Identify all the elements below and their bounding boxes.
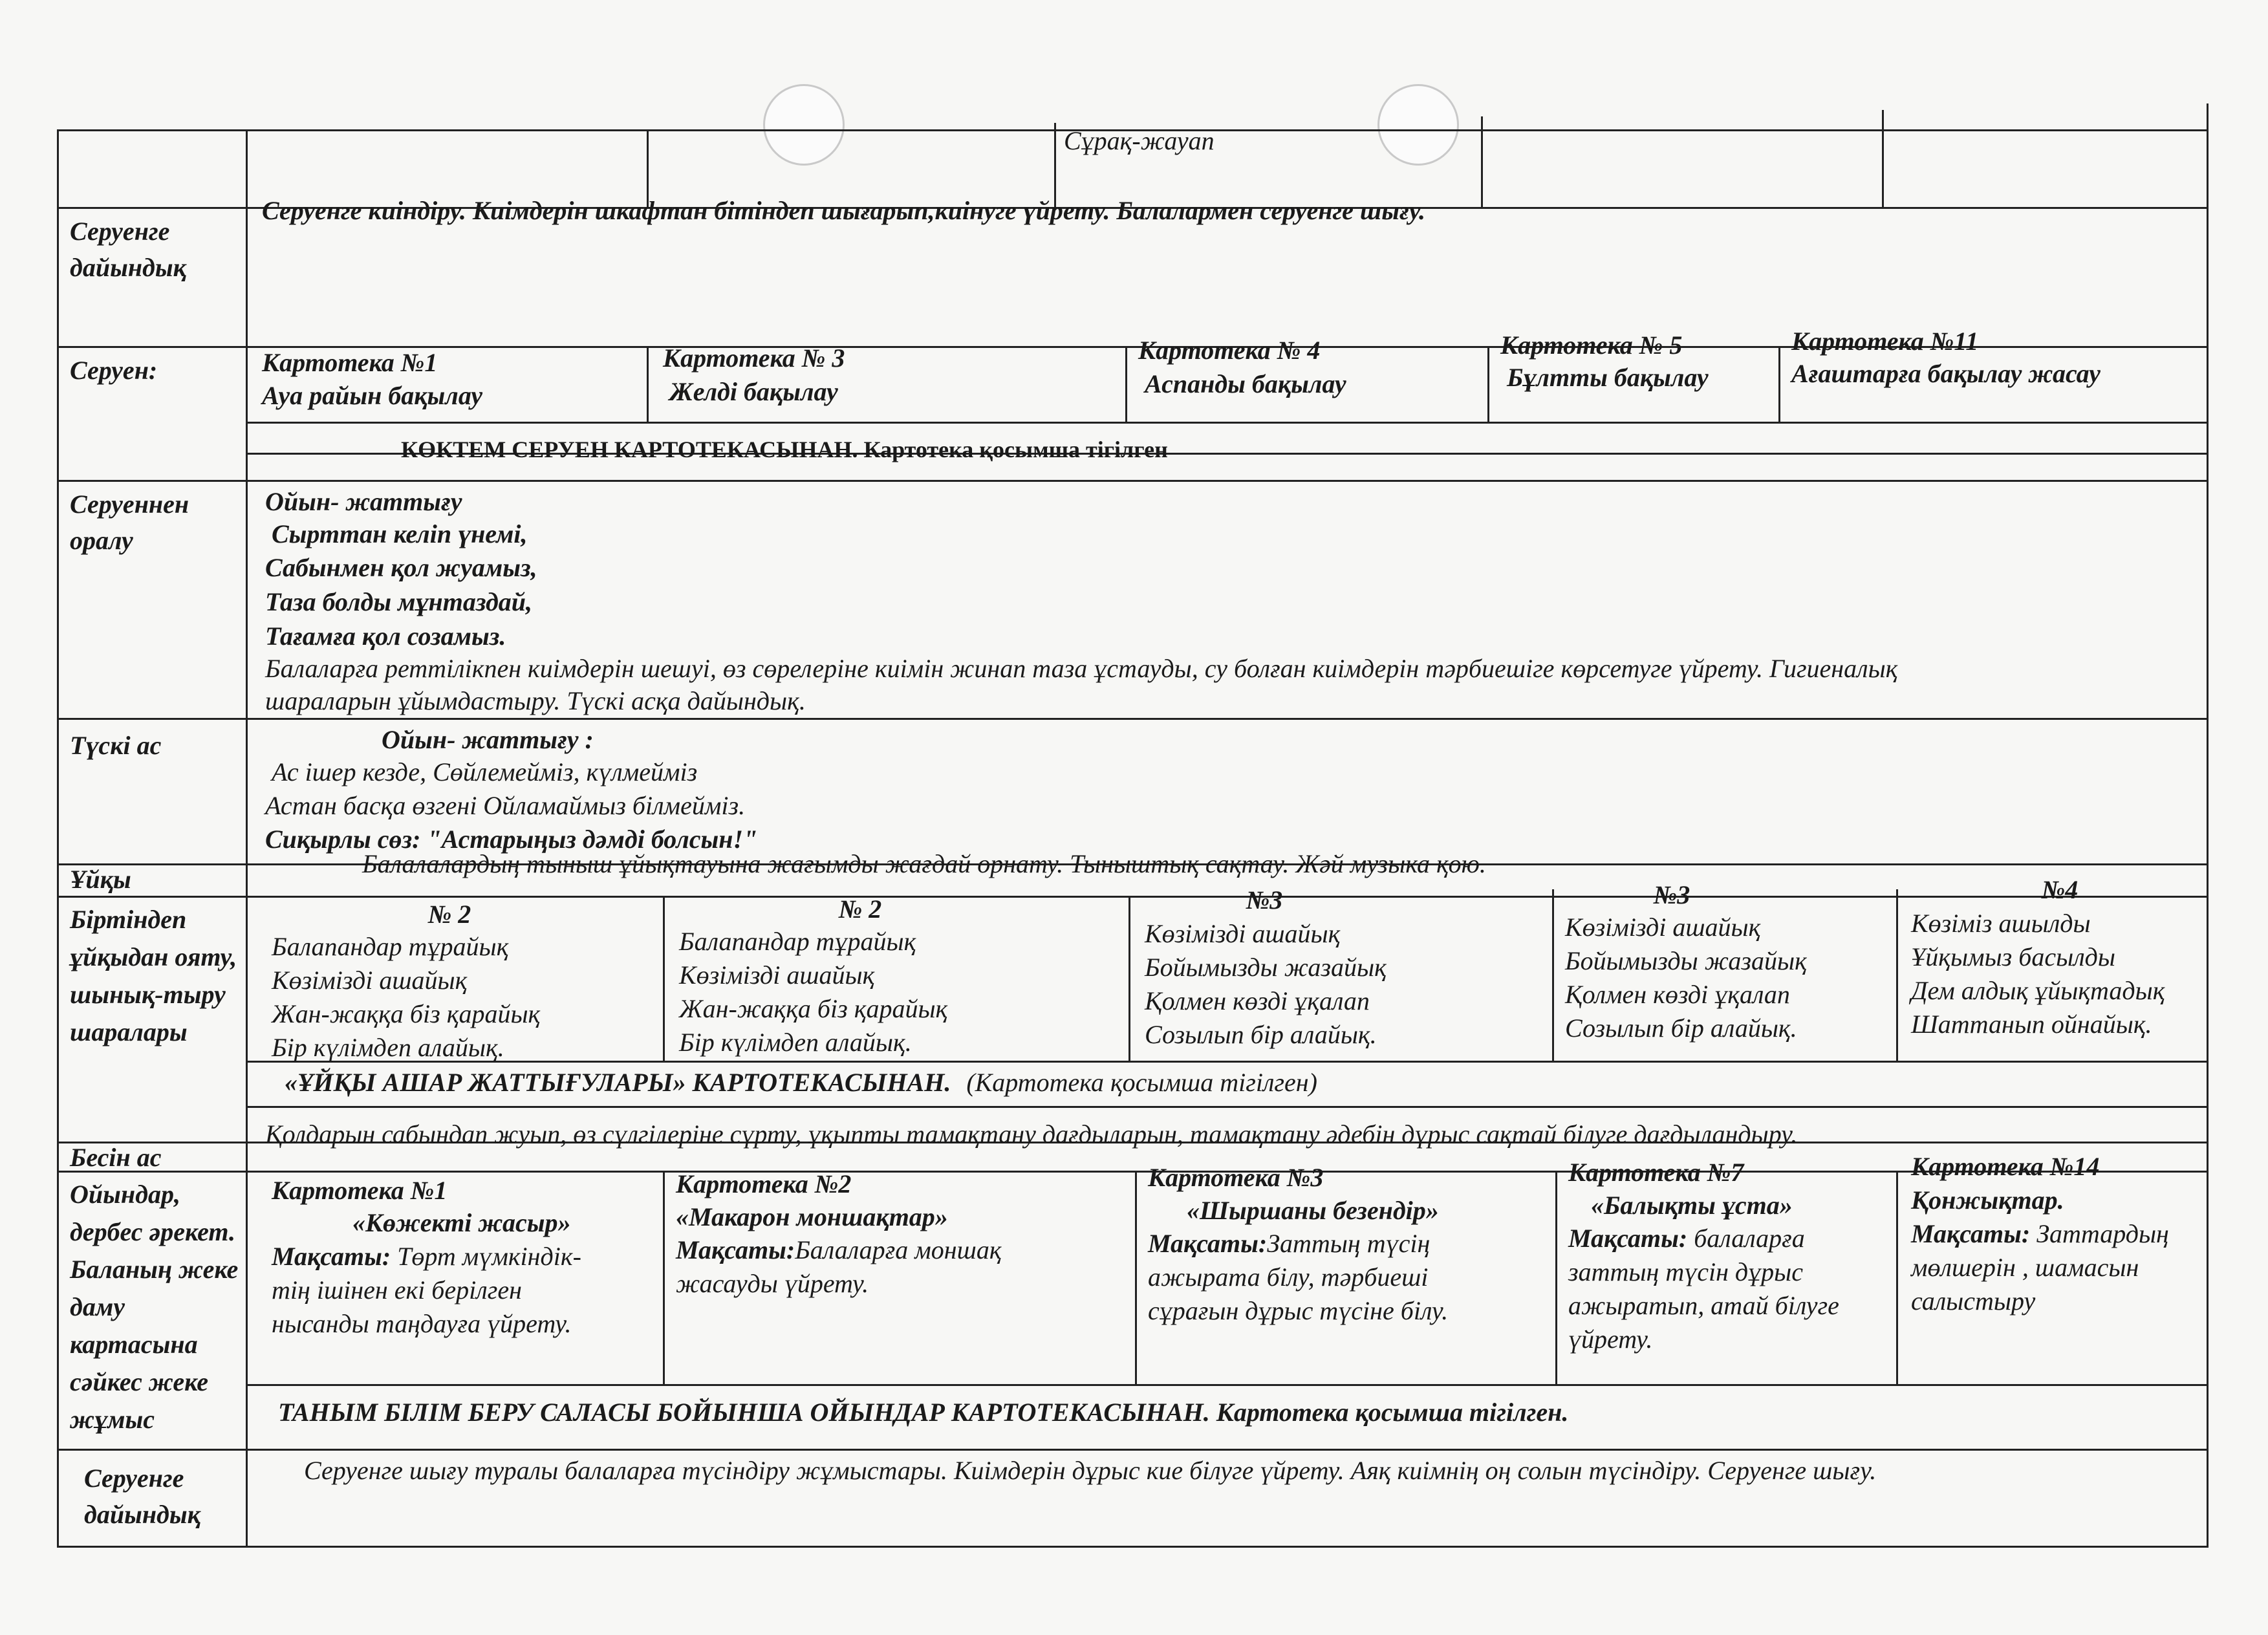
game-card-goal — [272, 1240, 581, 1273]
wake-note-rest: (Картотека қосымша тігілген) — [966, 1068, 1317, 1097]
row-line — [246, 1061, 2209, 1063]
row-line — [246, 422, 2209, 424]
game-card-name: «Көжекті жасыр» — [352, 1208, 571, 1237]
game-goal-line: Заттың түсің — [1267, 1229, 1431, 1258]
row-line — [246, 1106, 2209, 1108]
wake-col-line: Бір күлімдеп алайық. — [679, 1028, 912, 1057]
wake-col-line: Балапандар тұрайық — [272, 932, 509, 961]
game-goal-line: мөлшерін , шамасын — [1911, 1253, 2139, 1282]
game-goal-label: Мақсаты: — [1568, 1224, 1688, 1253]
qa-caption: Сұрақ-жауап — [1064, 126, 1215, 155]
game-goal-line: үйрету. — [1568, 1325, 1653, 1354]
wake-col-number: № 2 — [427, 900, 471, 929]
row-line — [57, 480, 2209, 482]
game-card-title: Картотека №14 — [1911, 1152, 2100, 1181]
wake-col-line: Жан-жаққа біз қарайық — [679, 994, 948, 1023]
cell-divider — [663, 896, 665, 1061]
wake-col-line: Бойымызды жазайық — [1565, 946, 1807, 975]
walk-prep-2-text: Серуенге шығу туралы балаларға түсіндіру жұмыстары. Киімдерін дұрыс кие білуге үйрету. Аяқ киімнің оң солын түсіндіру. Серуенге шығу. — [304, 1456, 1877, 1485]
cell-divider — [1129, 896, 1130, 1061]
wake-col-line: Бойымызды жазайық — [1145, 953, 1387, 982]
return-text-line: шараларын ұйымдастыру. Түскі асқа дайындық. — [265, 686, 806, 715]
game-card-title: Картотека №2 — [676, 1169, 852, 1198]
game-goal-label: Мақсаты: — [676, 1235, 795, 1264]
wake-col-line: Көзімізді ашайық — [679, 960, 875, 990]
row-label-sleep: Ұйқы — [70, 865, 131, 894]
punch-hole-left — [763, 84, 845, 166]
walk-prep-text: Серуенге киіндіру. Киімдерін шкафтан бітіндеп шығарып,киінуге үйрету. Балалармен серуенге шығу. — [262, 196, 1426, 225]
row-label-walk-prep-2: Серуенге дайындық — [84, 1464, 200, 1529]
game-card-name: «Балықты ұста» — [1591, 1191, 1793, 1220]
return-game-title: Ойын- жаттығу — [265, 487, 462, 516]
game-goal-line: ажыратып, атай білуге — [1568, 1291, 1839, 1320]
wake-catalog-note — [285, 1066, 1317, 1099]
game-goal-line: нысанды таңдауға үйрету. — [272, 1309, 572, 1338]
walk-card-title: Картотека №11 — [1791, 327, 1979, 356]
cell-divider — [1135, 1171, 1137, 1384]
wake-col-line: Көзіміз ашылды — [1911, 909, 2091, 938]
lunch-magic-words: Сиқырлы сөз: "Астарыңыз дәмді болсын!" — [265, 825, 758, 854]
walk-card-title: Картотека № 3 — [663, 343, 845, 373]
wake-col-line: Қолмен көзді ұқалап — [1145, 986, 1370, 1015]
game-card-goal — [1148, 1227, 1430, 1261]
wake-col-number: №3 — [1653, 880, 1690, 909]
return-poem-line: Тағамға қол созамыз. — [265, 622, 506, 651]
wake-col-line: Көзімізді ашайық — [1565, 913, 1761, 942]
game-goal-line: балаларға — [1694, 1224, 1805, 1253]
walk-card-desc: Ауа райын бақылау — [262, 381, 483, 410]
row-label-lunch: Түскі ас — [70, 731, 162, 760]
game-card-title: Картотека №1 — [272, 1176, 448, 1205]
walk-card-title: Картотека №1 — [262, 348, 438, 377]
lunch-game-title: Ойын- жаттығу : — [382, 725, 594, 754]
row-label-games: Ойындар, дербес әрекет. Баланың жеке даму картасына сәйкес жеке жұмыс — [70, 1180, 239, 1434]
row-line — [57, 1546, 2209, 1548]
game-goal-line: ажырата білу, тәрбиеші — [1148, 1262, 1429, 1292]
game-goal-line: заттың түсін дұрыс — [1568, 1257, 1803, 1286]
row-line — [57, 896, 2209, 898]
wake-col-line: Созылып бір алайық. — [1565, 1013, 1797, 1043]
cell-divider — [1552, 889, 1554, 1061]
cell-divider — [1125, 346, 1127, 422]
game-goal-line: Балаларға моншақ — [795, 1235, 1002, 1264]
walk-card-title: Картотека № 4 — [1138, 336, 1321, 365]
game-card-goal — [676, 1233, 1002, 1267]
wake-col-line: Қолмен көзді ұқалап — [1565, 980, 1790, 1009]
row-line — [57, 1449, 2209, 1451]
cell-divider — [1481, 116, 1483, 207]
cell-divider — [663, 1171, 665, 1384]
label-column-divider — [246, 129, 248, 1546]
game-goal-line: салыстыру — [1911, 1286, 2036, 1316]
sleep-text: Балалалардың тыныш ұйықтауына жағымды жағдай орнату. Тыныштық сақтау. Жәй музыка қою. — [362, 849, 1486, 878]
game-card-title: Картотека №3 — [1148, 1163, 1324, 1192]
game-goal-label: Мақсаты: — [1148, 1229, 1268, 1258]
row-line — [57, 1171, 2209, 1173]
games-catalog-note: ТАНЫМ БІЛІМ БЕРУ САЛАСЫ БОЙЫНША ОЙЫНДАР КАРТОТЕКАСЫНАН. Картотека қосымша тігілген. — [278, 1398, 1569, 1427]
game-goal-label: Мақсаты: — [1911, 1219, 2031, 1248]
game-card-title: Картотека №7 — [1568, 1158, 1744, 1187]
game-goal-line: тің ішінен екі берілген — [272, 1275, 522, 1305]
row-line — [246, 1384, 2209, 1386]
punch-hole-right — [1377, 84, 1459, 166]
table-border-right — [2207, 103, 2209, 1546]
game-card-name: Қонжықтар. — [1911, 1186, 2064, 1215]
cell-divider — [1487, 346, 1489, 422]
cell-divider — [1896, 889, 1898, 1061]
walk-card-desc: Аспанды бақылау — [1145, 369, 1346, 398]
lunch-poem-line: Ас ішер кезде, Сөйлемейміз, күлмейміз — [272, 757, 698, 786]
table-border-left — [57, 129, 59, 1546]
walk-catalog-note: КӨКТЕМ СЕРУЕН КАРТОТЕКАСЫНАН. Картотека қосымша тігілген — [401, 437, 1168, 462]
game-card-name: «Макарон моншақтар» — [676, 1202, 948, 1231]
game-card-goal — [1911, 1217, 2169, 1251]
wake-col-line: Жан-жаққа біз қарайық — [272, 999, 541, 1028]
wake-col-line: Балапандар тұрайық — [679, 927, 916, 956]
walk-card-title: Картотека № 5 — [1500, 330, 1683, 360]
wake-col-line: Көзімізді ашайық — [1145, 919, 1341, 948]
return-poem-line: Сырттан келіп үнемі, — [272, 519, 528, 548]
wake-col-line: Ұйқымыз басылды — [1911, 942, 2115, 971]
wake-col-number: №3 — [1246, 885, 1283, 915]
wake-col-line: Шаттанып ойнайық. — [1911, 1010, 2152, 1039]
wake-col-line: Созылып бір алайық. — [1145, 1020, 1377, 1049]
game-goal-label: Мақсаты: — [272, 1242, 391, 1271]
return-poem-line: Сабынмен қол жуамыз, — [265, 553, 537, 582]
row-label-wake: Біртіндеп ұйқыдан ояту, шынық-тыру шаралары — [70, 905, 237, 1046]
row-line — [57, 718, 2209, 720]
walk-card-desc: Желді бақылау — [669, 377, 838, 406]
return-poem-line: Таза болды мұнтаздай, — [265, 587, 533, 616]
game-goal-line: Төрт мүмкіндік- — [397, 1242, 581, 1271]
game-card-goal — [1568, 1222, 1805, 1255]
cell-divider — [1896, 1171, 1898, 1384]
snack-text: Қолдарын сабындап жуып, өз сүлгілеріне сүрту, ұқыпты тамақтану дағдыларын, тамақтану әдебін дұрыс сақтай білуге дағдыландыру. — [265, 1120, 1798, 1149]
row-label-snack: Бесін ас — [70, 1143, 162, 1172]
return-text-line: Балаларға реттілікпен киімдерін шешуі, өз сөрелеріне киімін жинап таза ұстауды, су болған киімдерін тәрбиешіге көрсетуге үйрету. Гигиеналық — [265, 654, 1898, 683]
game-card-name: «Шыршаны безендір» — [1187, 1196, 1439, 1225]
cell-divider — [1882, 110, 1884, 207]
lunch-poem-line: Астан басқа өзгені Ойламаймыз білмейміз. — [265, 791, 746, 820]
cell-divider — [647, 346, 649, 422]
game-goal-line: Заттардың — [2036, 1219, 2169, 1248]
cell-divider — [1555, 1171, 1557, 1384]
game-goal-line: жасауды үйрету. — [676, 1269, 869, 1298]
row-label-return: Серуеннен оралу — [70, 490, 189, 555]
wake-col-line: Көзімізді ашайық — [272, 966, 468, 995]
wake-note-bold: «ҰЙҚЫ АШАР ЖАТТЫҒУЛАРЫ» КАРТОТЕКАСЫНАН. — [285, 1068, 951, 1097]
wake-col-number: № 2 — [838, 894, 882, 924]
wake-col-line: Дем алдық ұйықтадық — [1911, 976, 2165, 1005]
row-label-walk-prep: Серуенге дайындық — [70, 217, 186, 282]
wake-col-line: Бір күлімдеп алайық. — [272, 1033, 504, 1062]
cell-divider — [1778, 346, 1780, 422]
game-goal-line: сұрағын дұрыс түсіне білу. — [1148, 1296, 1449, 1325]
row-label-walk: Серуен: — [70, 356, 158, 385]
walk-card-desc: Бұлтты бақылау — [1507, 363, 1709, 392]
walk-card-desc: Ағаштарға бақылау жасау — [1791, 359, 2101, 388]
wake-col-number: №4 — [2041, 875, 2079, 904]
